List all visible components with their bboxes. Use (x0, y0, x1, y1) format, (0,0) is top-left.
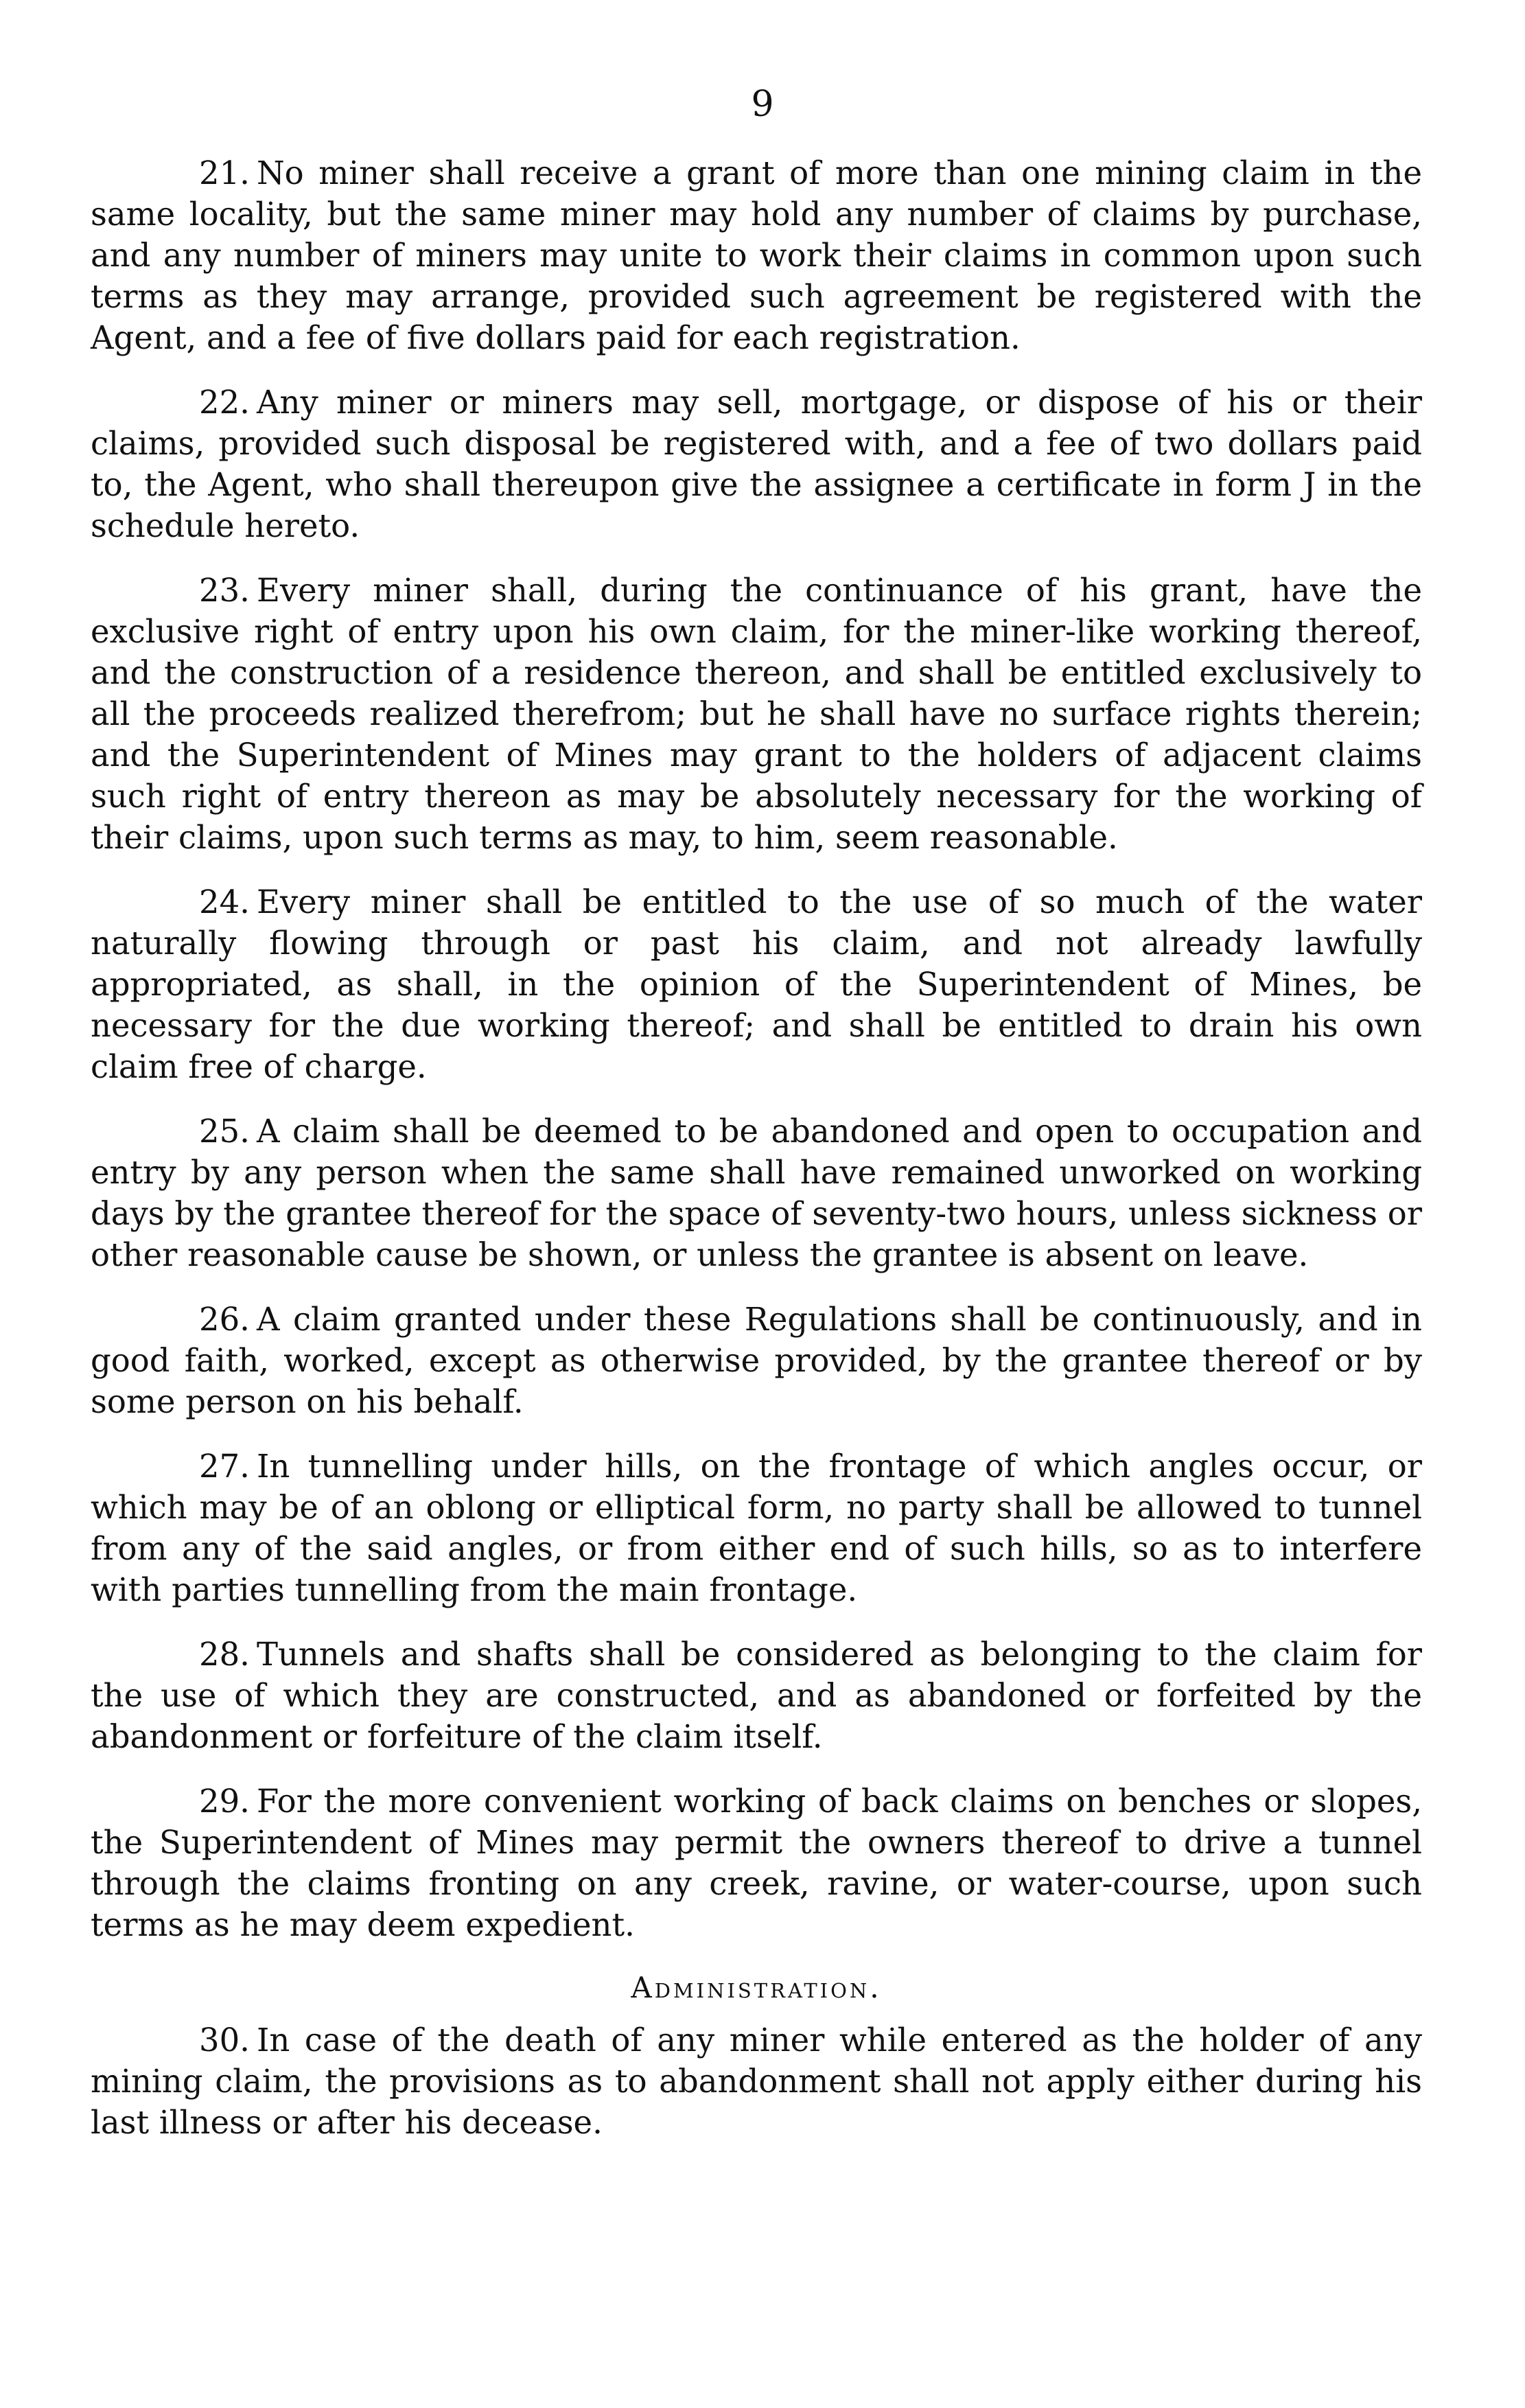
paragraph-number: 26. (199, 1301, 250, 1338)
paragraph-27 (91, 1446, 1422, 1610)
paragraph-number: 21. (199, 154, 250, 192)
paragraph-29 (91, 1781, 1422, 1945)
section-heading: Administration. (631, 1971, 882, 2004)
paragraph-28 (91, 1634, 1422, 1757)
paragraph-text: For the more convenient working of back claims on benches or slopes, the Superintendent of Mines may permit the owners thereof to drive a tunnel through the claims fronting on any creek, ravine, or water-course, upon such terms as he may deem expedient. (91, 1783, 1422, 1943)
paragraph-22 (91, 382, 1422, 546)
paragraph-number: 28. (199, 1636, 250, 1673)
paragraph-text: In tunnelling under hills, on the frontage of which angles occur, or which may be of an oblong or elliptical form, no party shall be allowed to tunnel from any of the said angles, or from either end of such hills, so as to interfere with parties tunnelling from the main frontage. (91, 1448, 1422, 1608)
paragraph-26 (91, 1299, 1422, 1422)
paragraph-number: 25. (199, 1113, 250, 1150)
paragraph-text: Every miner shall, during the continuance of his grant, have the exclusive right of entry upon his own claim, for the miner-like working thereof, and the construction of a residence thereon, and shall be entitled exclusively to all the proceeds realized therefrom; but he shall have no surface rights therein; and the Superintendent of Mines may grant to the holders of adjacent claims such right of entry thereon as may be absolutely necessary for the working of their claims, upon such terms as may, to him, seem reasonable. (91, 572, 1422, 856)
paragraph-number: 29. (199, 1783, 250, 1820)
paragraph-text: Every miner shall be entitled to the use of so much of the water naturally flowing through or past his claim, and not already lawfully appropriated, as shall, in the opinion of the Superintendent of Mines, be necessary for the due working thereof; and shall be entitled to drain his own claim free of charge. (91, 883, 1422, 1085)
regulations-text (91, 152, 1422, 2166)
paragraph-number: 24. (199, 883, 250, 921)
paragraph-text: In case of the death of any miner while entered as the holder of any mining claim, the provisions as to abandonment shall not apply either during his last illness or after his decease. (91, 2022, 1422, 2141)
paragraph-21 (91, 152, 1422, 358)
paragraph-number: 30. (199, 2022, 250, 2059)
page-number: 9 (751, 84, 774, 125)
paragraph-24 (91, 881, 1422, 1087)
paragraph-number: 23. (199, 572, 250, 609)
paragraph-text: Any miner or miners may sell, mortgage, or dispose of his or their claims, provided such disposal be registered with, and a fee of two dollars paid to, the Agent, who shall thereupon give the assignee a certificate in form J in the schedule hereto. (91, 384, 1422, 544)
paragraph-23 (91, 570, 1422, 858)
paragraph-text: No miner shall receive a grant of more than one mining claim in the same locality, but the same miner may hold any number of claims by purchase, and any number of miners may unite to work their claims in common upon such terms as they may arrange, provided such agreement be registered with the Agent, and a fee of five dollars paid for each registration. (91, 154, 1422, 356)
paragraph-text: Tunnels and shafts shall be considered as belonging to the claim for the use of which they are constructed, and as abandoned or forfeited by the abandonment or forfeiture of the claim itself. (91, 1636, 1422, 1755)
paragraph-text: A claim granted under these Regulations shall be continuously, and in good faith, worked, except as otherwise provided, by the grantee thereof or by some person on his behalf. (91, 1301, 1422, 1420)
paragraph-25 (91, 1111, 1422, 1275)
paragraph-number: 27. (199, 1448, 250, 1485)
paragraph-text: A claim shall be deemed to be abandoned and open to occupation and entry by any person when the same shall have remained unworked on working days by the grantee thereof for the space of seventy-two hours, unless sickness or other reasonable cause be shown, or unless the grantee is absent on leave. (91, 1113, 1422, 1273)
paragraph-30 (91, 2019, 1422, 2143)
paragraph-number: 22. (199, 384, 250, 421)
